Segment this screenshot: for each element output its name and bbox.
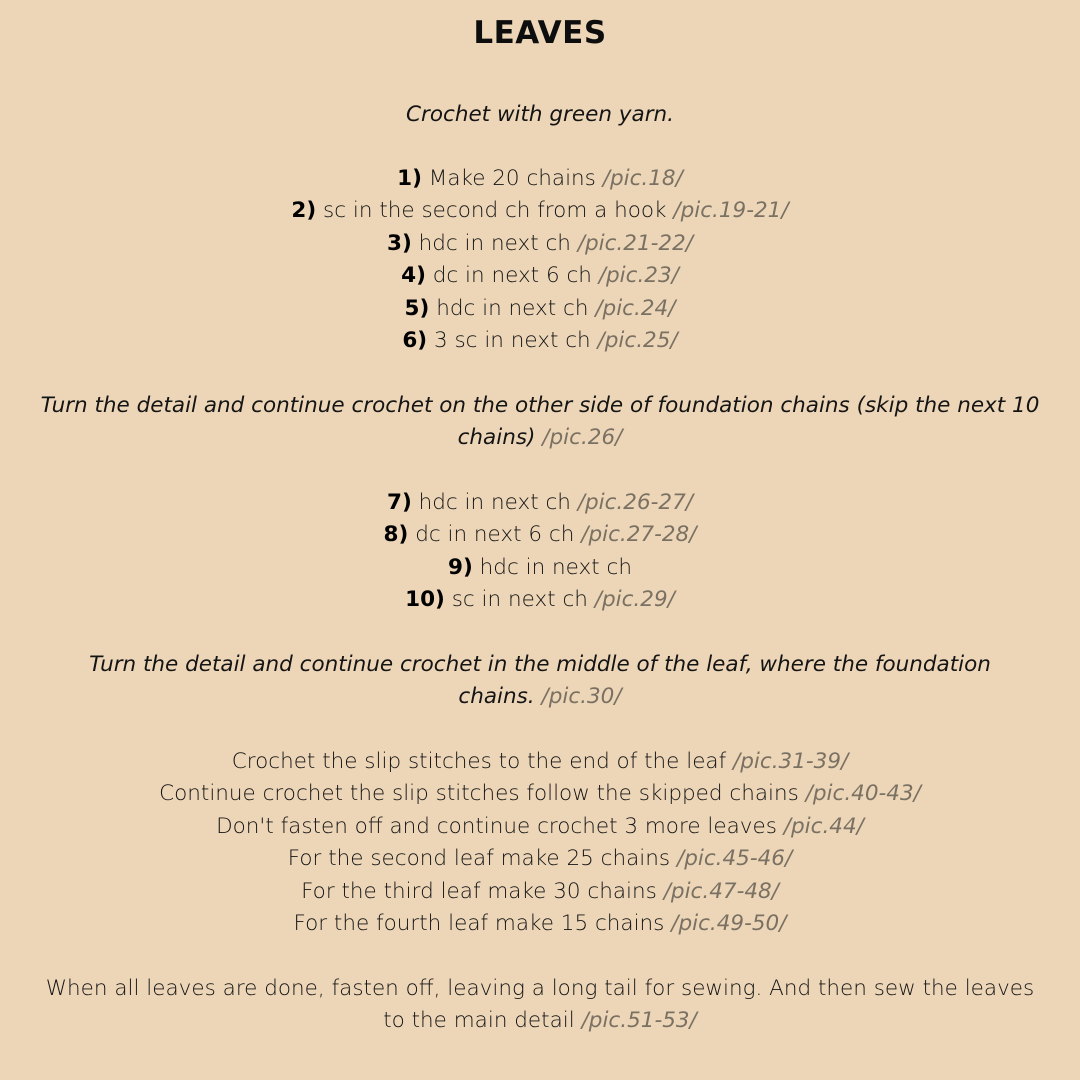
step-row: [0, 228, 1080, 260]
step-number: 3): [386, 230, 412, 256]
intro-text: [0, 99, 1080, 131]
step-row: [0, 584, 1080, 616]
instructions-group: [0, 746, 1080, 940]
instruction-text: For the third leaf make 30 chains: [301, 878, 657, 904]
instruction-text: For the second leaf make 25 chains: [287, 846, 671, 872]
turn-note-line: [0, 681, 1080, 713]
steps-group-a: [0, 163, 1080, 357]
step-text: sc in next ch: [451, 587, 588, 613]
step-text: dc in next 6 ch: [432, 263, 592, 289]
step-row: [0, 325, 1080, 357]
instruction-row: [0, 778, 1080, 810]
step-number: 1): [397, 166, 422, 191]
pic-reference: /pic.24/: [595, 295, 676, 321]
step-row: [0, 163, 1080, 195]
step-text: hdc in next ch: [418, 490, 571, 515]
step-row: [0, 195, 1080, 227]
pic-reference: /pic.47-48/: [663, 878, 779, 904]
final-note-text: to the main detail: [383, 1008, 575, 1034]
final-note-line: [0, 1005, 1080, 1037]
page-title: LEAVES: [473, 15, 607, 51]
pic-reference: /pic.23/: [598, 263, 679, 289]
step-text: 3 sc in next ch: [433, 328, 591, 354]
pic-reference: /pic.27-28/: [581, 522, 697, 548]
pic-reference: /pic.18/: [602, 166, 683, 191]
pic-reference: /pic.29/: [594, 587, 675, 613]
step-text: hdc in next ch: [418, 230, 571, 256]
pic-reference: /pic.45-46/: [676, 846, 793, 872]
instruction-row: [0, 746, 1080, 778]
pic-reference: /pic.51-53/: [581, 1008, 697, 1034]
step-text: dc in next 6 ch: [415, 522, 575, 548]
instruction-text: Don't fasten off and continue crochet 3 more leaves: [216, 813, 777, 839]
step-row: [0, 293, 1080, 325]
intro-line: Crochet with green yarn.: [406, 102, 674, 127]
step-number: 5): [404, 295, 430, 321]
pic-reference: /pic.44/: [783, 813, 864, 839]
pic-reference: /pic.26-27/: [577, 490, 693, 515]
pic-reference: /pic.30/: [541, 684, 622, 710]
step-text: hdc in next ch: [436, 295, 589, 321]
final-note: [0, 973, 1080, 1038]
step-number: 4): [401, 263, 426, 289]
step-row: [0, 519, 1080, 551]
instruction-text: Crochet the slip stitches to the end of the leaf: [231, 749, 727, 774]
step-row: [0, 552, 1080, 584]
instruction-row: [0, 908, 1080, 940]
step-text: hdc in next ch: [479, 554, 632, 580]
instruction-text: For the fourth leaf make 15 chains: [293, 911, 665, 937]
pic-reference: /pic.26/: [542, 425, 623, 451]
step-number: 8): [383, 522, 409, 548]
step-number: 6): [402, 328, 428, 354]
pic-reference: /pic.19-21/: [673, 198, 789, 224]
pic-reference: /pic.31-39/: [733, 749, 849, 774]
step-row: [0, 260, 1080, 292]
turn-note-text: chains.: [458, 684, 535, 710]
step-number: 7): [386, 490, 412, 515]
step-row: [0, 487, 1080, 519]
instruction-text: Continue crochet the slip stitches follow the skipped chains: [159, 781, 799, 807]
steps-group-b: [0, 487, 1080, 617]
instruction-row: [0, 811, 1080, 843]
turn-note-line: [0, 422, 1080, 454]
turn-note-line: Turn the detail and continue crochet on the other side of foundation chains (skip the next 10: [40, 393, 1040, 418]
turn-note-1: [0, 390, 1080, 455]
step-number: 9): [448, 554, 473, 580]
pic-reference: /pic.25/: [597, 328, 678, 354]
final-note-line: When all leaves are done, fasten off, leaving a long tail for sewing. And then sew the leaves: [45, 976, 1035, 1001]
turn-note-2: [0, 649, 1080, 714]
instruction-row: [0, 876, 1080, 908]
pic-reference: /pic.40-43/: [805, 781, 921, 807]
pic-reference: /pic.49-50/: [671, 911, 787, 937]
step-text: Make 20 chains: [428, 166, 596, 191]
step-number: 2): [291, 198, 317, 224]
turn-note-text: chains): [457, 425, 536, 451]
pic-reference: /pic.21-22/: [577, 230, 693, 256]
instruction-row: [0, 843, 1080, 875]
turn-note-line: Turn the detail and continue crochet in the middle of the leaf, where the foundation: [89, 652, 991, 677]
step-text: sc in the second ch from a hook: [323, 198, 667, 224]
step-number: 10): [405, 587, 445, 613]
